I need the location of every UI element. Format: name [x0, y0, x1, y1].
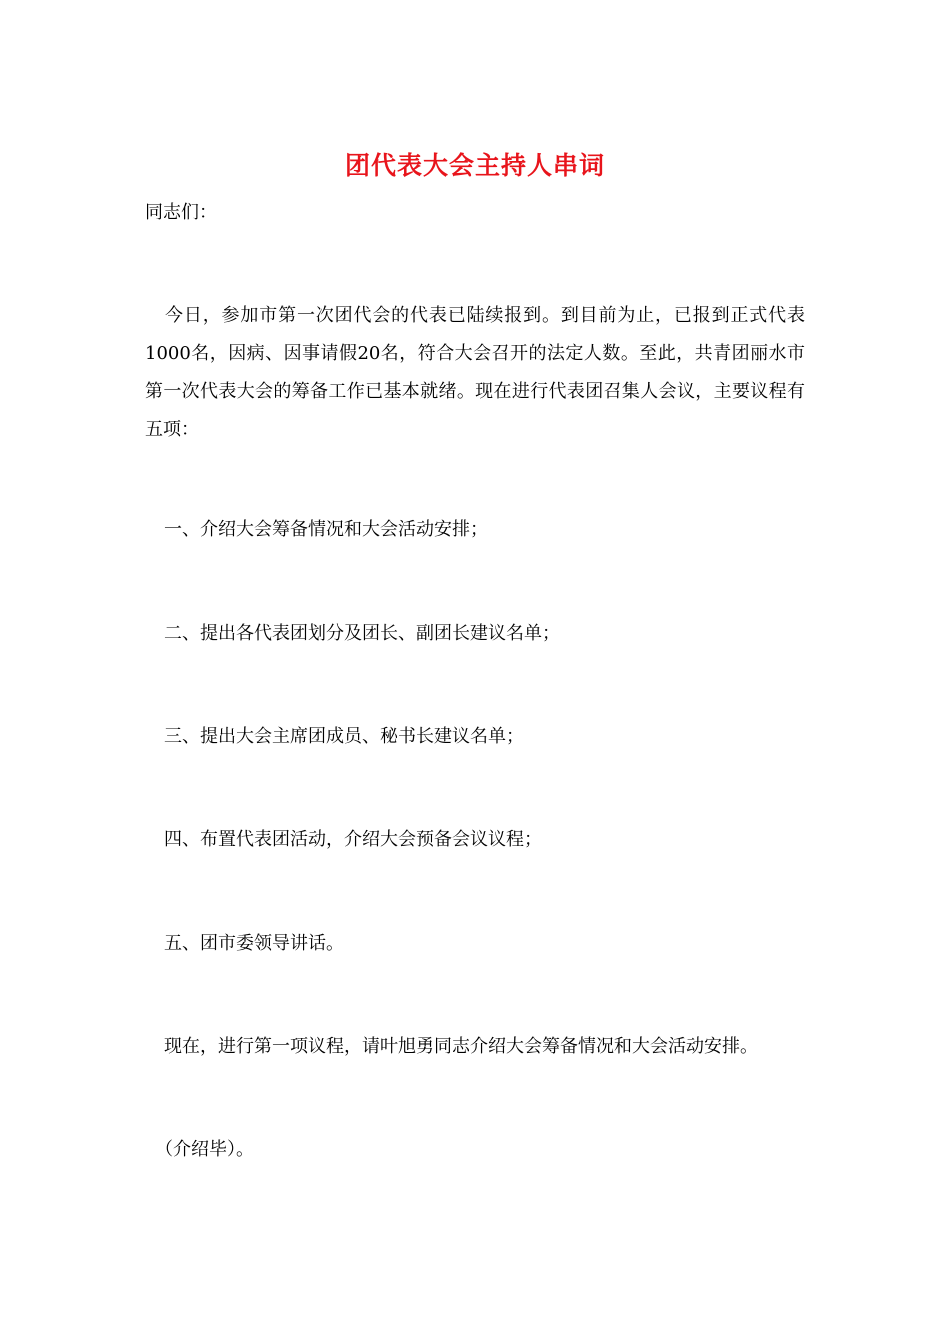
- agenda-item-3: 三、提出大会主席团成员、秘书长建议名单；: [164, 726, 524, 747]
- greeting: 同志们：: [145, 202, 217, 223]
- closing-note: （介绍毕）。: [155, 1139, 254, 1160]
- agenda-item-1: 一、介绍大会筹备情况和大会活动安排；: [164, 519, 488, 540]
- agenda-item-2: 二、提出各代表团划分及团长、副团长建议名单；: [164, 623, 560, 644]
- document-title: 团代表大会主持人串词: [344, 151, 605, 180]
- intro-paragraph: 今日，参加市第一次团代会的代表已陆续报到。到目前为止，已报到正式代表1000名，因病、因事请假20名，符合大会召开的法定人数。至此，共青团丽水市第一次代表大会的筹备工作已基本就绪。现在进行代表团召集人会议，主要议程有五项：: [145, 305, 805, 440]
- agenda-item-5: 五、团市委领导讲话。: [164, 933, 344, 954]
- announcement: 现在，进行第一项议程，请叶旭勇同志介绍大会筹备情况和大会活动安排。: [164, 1036, 758, 1057]
- agenda-item-4: 四、布置代表团活动，介绍大会预备会议议程；: [164, 829, 542, 850]
